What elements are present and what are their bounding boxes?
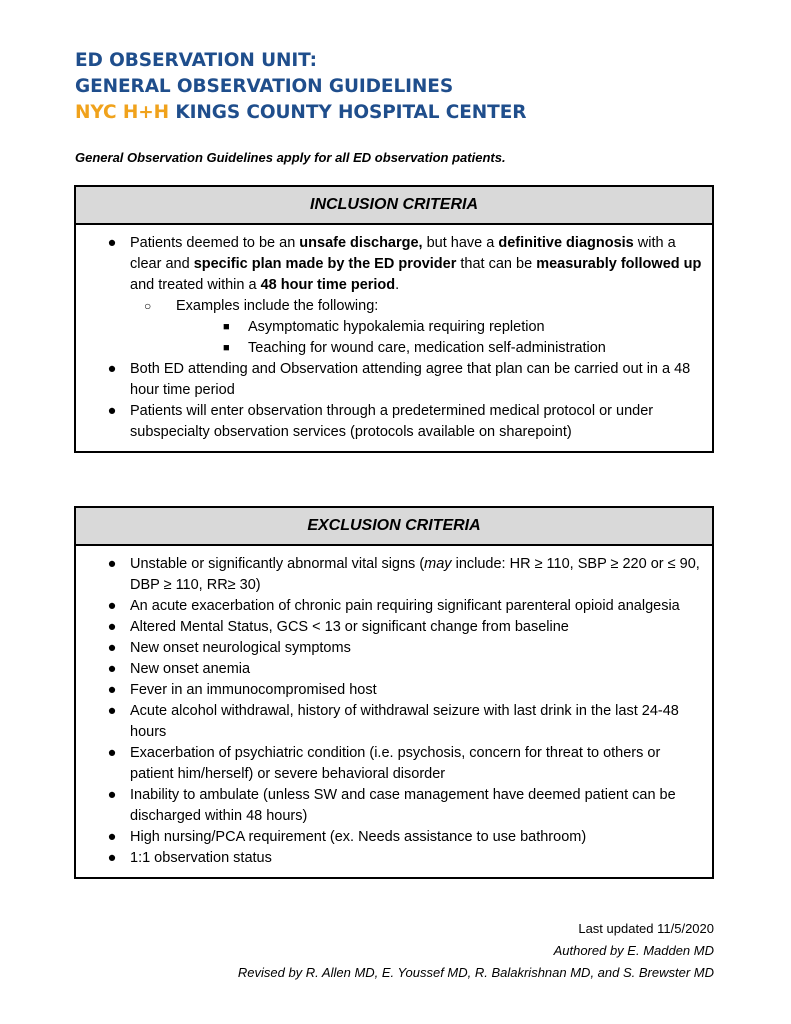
exclusion-item <box>76 554 704 596</box>
inclusion-example-item <box>200 338 704 359</box>
exclusion-item-text <box>130 850 272 866</box>
exclusion-item-text <box>130 661 250 677</box>
intro-text: General Observation Guidelines apply for all ED observation patients. <box>75 150 506 165</box>
inclusion-example-item <box>200 317 704 338</box>
revised-by: Revised by R. Allen MD, E. Youssef MD, R. Balakrishnan MD, and S. Brewster MD <box>237 965 714 980</box>
bold-phrase: definitive diagnosis <box>498 235 634 251</box>
document-title <box>75 48 526 126</box>
exclusion-item <box>76 638 704 659</box>
exclusion-item <box>76 659 704 680</box>
text-run: include: HR ≥ 110, SBP ≥ 220 or ≤ 90, DBP ≥ 110, RR≥ 30) <box>130 556 700 593</box>
inclusion-subitem <box>130 296 704 359</box>
exclusion-item-text <box>130 745 660 782</box>
bold-phrase: 48 hour time period <box>260 277 396 293</box>
exclusion-item <box>76 785 704 827</box>
exclusion-item <box>76 680 704 701</box>
bullet-icon: ● <box>107 850 117 866</box>
bullet-icon: ● <box>107 640 117 656</box>
text-run: and treated within a <box>130 277 261 293</box>
inclusion-item-text <box>130 361 690 398</box>
inclusion-item-text <box>130 235 701 293</box>
inclusion-item <box>76 401 704 443</box>
text-run: High nursing/PCA requirement (ex. Needs assistance to use bathroom) <box>130 829 587 845</box>
title-org-accent: NYC H+H <box>75 102 170 123</box>
inclusion-example-text: Asymptomatic hypokalemia requiring repletion <box>248 319 545 335</box>
text-run: An acute exacerbation of chronic pain requiring significant parenteral opioid analgesia <box>130 598 680 614</box>
exclusion-item-text <box>130 787 676 824</box>
inclusion-subitem-text: Examples include the following: <box>176 298 379 314</box>
title-line-3 <box>75 100 526 126</box>
document-footer <box>238 918 714 984</box>
square-bullet-icon: ■ <box>223 342 230 354</box>
text-run: Altered Mental Status, GCS < 13 or significant change from baseline <box>130 619 569 635</box>
bullet-icon: ● <box>107 361 117 377</box>
text-run: Patients will enter observation through a predetermined medical protocol or under subspecialty observation services (protocols available on sharepoint) <box>130 403 654 440</box>
bold-phrase: measurably followed up <box>536 256 702 272</box>
bullet-icon: ● <box>107 598 117 614</box>
title-line-2: GENERAL OBSERVATION GUIDELINES <box>75 76 454 97</box>
bullet-icon: ● <box>107 556 117 572</box>
title-line-1: ED OBSERVATION UNIT: <box>75 50 317 71</box>
text-run: New onset anemia <box>130 661 251 677</box>
exclusion-item-text <box>130 598 680 614</box>
text-run: Both ED attending and Observation attending agree that plan can be carried out in a 48 hour time period <box>130 361 691 398</box>
bullet-icon: ● <box>107 403 117 419</box>
exclusion-item <box>76 848 704 869</box>
exclusion-item-text <box>130 556 700 593</box>
bullet-icon: ● <box>107 787 117 803</box>
exclusion-criteria-list <box>76 554 704 869</box>
bold-phrase: specific plan made by the ED provider <box>193 256 457 272</box>
text-run: Patients deemed to be an <box>130 235 300 251</box>
exclusion-item-text <box>130 640 351 656</box>
text-run: Exacerbation of psychiatric condition (i.e. psychosis, concern for threat to others or patient him/herself) or severe behavioral disorder <box>130 745 661 782</box>
text-run: New onset neurological symptoms <box>130 640 351 656</box>
inclusion-example-list <box>176 317 704 359</box>
inclusion-criteria-heading: INCLUSION CRITERIA <box>76 187 712 225</box>
exclusion-item-text <box>130 703 679 740</box>
bullet-icon: ● <box>107 703 117 719</box>
exclusion-item-text <box>130 619 569 635</box>
hollow-bullet-icon: ○ <box>144 299 152 313</box>
exclusion-item-text <box>130 682 377 698</box>
bullet-icon: ● <box>107 619 117 635</box>
inclusion-criteria-box <box>74 185 714 453</box>
bullet-icon: ● <box>107 829 117 845</box>
text-run: but have a <box>422 235 499 251</box>
authored-by: Authored by E. Madden MD <box>553 943 714 958</box>
bullet-icon: ● <box>107 682 117 698</box>
text-run: with a clear and <box>130 235 676 272</box>
bold-phrase: unsafe discharge, <box>299 235 423 251</box>
inclusion-criteria-list <box>76 233 704 443</box>
exclusion-item <box>76 827 704 848</box>
exclusion-criteria-heading: EXCLUSION CRITERIA <box>76 508 712 546</box>
inclusion-sublist <box>130 296 704 359</box>
title-hospital-name: KINGS COUNTY HOSPITAL CENTER <box>169 102 527 123</box>
exclusion-item <box>76 596 704 617</box>
square-bullet-icon: ■ <box>223 321 230 333</box>
text-run: Inability to ambulate (unless SW and case management have deemed patient can be discharged within 48 hours) <box>130 787 676 824</box>
exclusion-item <box>76 701 704 743</box>
text-run: that can be <box>456 256 537 272</box>
exclusion-criteria-box <box>74 506 714 879</box>
text-run: Unstable or significantly abnormal vital signs ( <box>130 556 425 572</box>
text-run: 1:1 observation status <box>130 850 272 866</box>
bullet-icon: ● <box>107 661 117 677</box>
exclusion-item-text <box>130 829 586 845</box>
exclusion-item <box>76 617 704 638</box>
exclusion-item <box>76 743 704 785</box>
text-run: Acute alcohol withdrawal, history of withdrawal seizure with last drink in the last 24-48 hours <box>130 703 679 740</box>
inclusion-example-text: Teaching for wound care, medication self-administration <box>248 340 606 356</box>
bullet-icon: ● <box>107 745 117 761</box>
inclusion-item <box>76 233 704 359</box>
text-run: Fever in an immunocompromised host <box>130 682 377 698</box>
text-run: . <box>395 277 400 293</box>
italic-phrase: may <box>424 556 452 572</box>
inclusion-item-text <box>130 403 653 440</box>
bullet-icon: ● <box>107 235 117 251</box>
last-updated: Last updated 11/5/2020 <box>578 921 714 936</box>
inclusion-item <box>76 359 704 401</box>
